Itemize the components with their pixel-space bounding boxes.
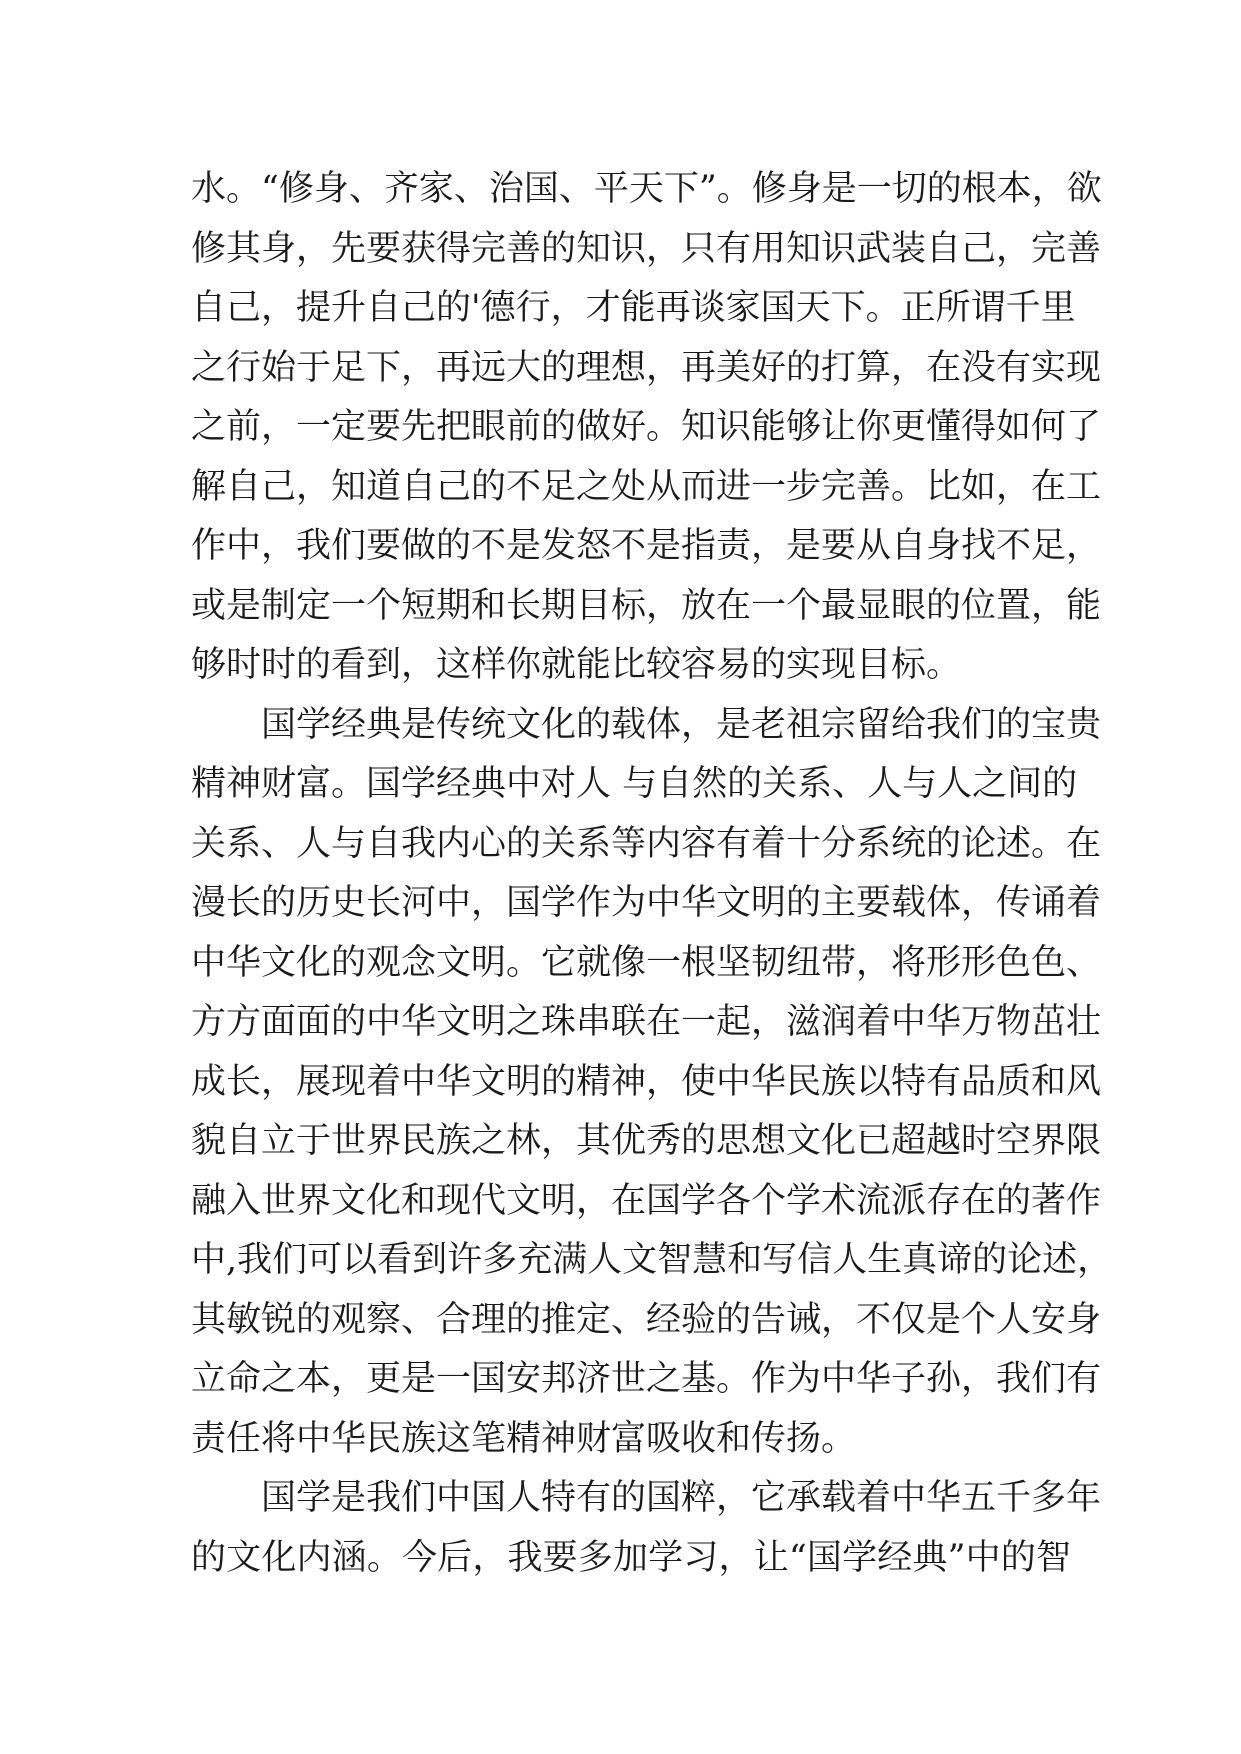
text-line: 或是制定一个短期和长期目标，放在一个最显眼的位置，能 <box>191 585 1102 626</box>
text-line: 中华文化的观念文明。它就像一根坚韧纽带，将形形色色、 <box>191 942 1102 983</box>
text-line: 中,我们可以看到许多充满人文智慧和写信人生真谛的论述， <box>191 1240 1113 1280</box>
text-line: 成长，展现着中华文明的精神，使中华民族以特有品质和风 <box>191 1061 1102 1102</box>
paragraph-1 <box>191 160 1102 696</box>
text-line: 精神财富。国学经典中对人 与自然的关系、人与人之间的 <box>191 764 1078 804</box>
text-line: 关系、人与自我内心的关系等内容有着十分系统的论述。在 <box>191 823 1102 864</box>
text-line: 责任将中华民族这笔精神财富吸收和传扬。 <box>191 1418 857 1459</box>
text-line: 立命之本，更是一国安邦济世之基。作为中华子孙，我们有 <box>191 1359 1102 1399</box>
text-line: 国学是我们中国人特有的国粹，它承载着中华五千多年 <box>261 1478 1102 1518</box>
paragraph-2 <box>191 696 1113 1470</box>
text-line: 够时时的看到，这样你就能比较容易的实现目标。 <box>191 645 962 685</box>
text-line: 其敏锐的观察、合理的推定、经验的告诫，不仅是个人安身 <box>191 1299 1102 1340</box>
text-line: 水。“修身、齐家、治国、平天下”。修身是一切的根本，欲 <box>191 169 1102 209</box>
text-line: 方方面面的中华文明之珠串联在一起，滋润着中华万物茁壮 <box>191 1002 1102 1042</box>
text-line: 作中，我们要做的不是发怒不是指责，是要从自身找不足， <box>191 526 1102 566</box>
text-line: 解自己，知道自己的不足之处从而进一步完善。比如，在工 <box>191 466 1102 507</box>
body-text <box>191 160 1113 1588</box>
text-line: 貌自立于世界民族之林，其优秀的思想文化已超越时空界限 <box>191 1121 1102 1161</box>
paragraph-3 <box>191 1469 1102 1588</box>
text-line: 融入世界文化和现代文明，在国学各个学术流派存在的著作 <box>191 1180 1102 1221</box>
text-line: 自己，提升自己的'德行，才能再谈家国天下。正所谓千里 <box>191 288 1076 328</box>
text-line: 修其身，先要获得完善的知识，只有用知识武装自己，完善 <box>191 228 1102 269</box>
text-line: 之行始于足下，再远大的理想，再美好的打算，在没有实现 <box>191 347 1102 388</box>
text-line: 的文化内涵。今后，我要多加学习，让“国学经典”中的智 <box>191 1537 1071 1578</box>
text-line: 国学经典是传统文化的载体，是老祖宗留给我们的宝贵 <box>261 704 1102 745</box>
text-line: 之前，一定要先把眼前的做好。知识能够让你更懂得如何了 <box>191 407 1102 447</box>
text-line: 漫长的历史长河中，国学作为中华文明的主要载体，传诵着 <box>191 883 1102 923</box>
